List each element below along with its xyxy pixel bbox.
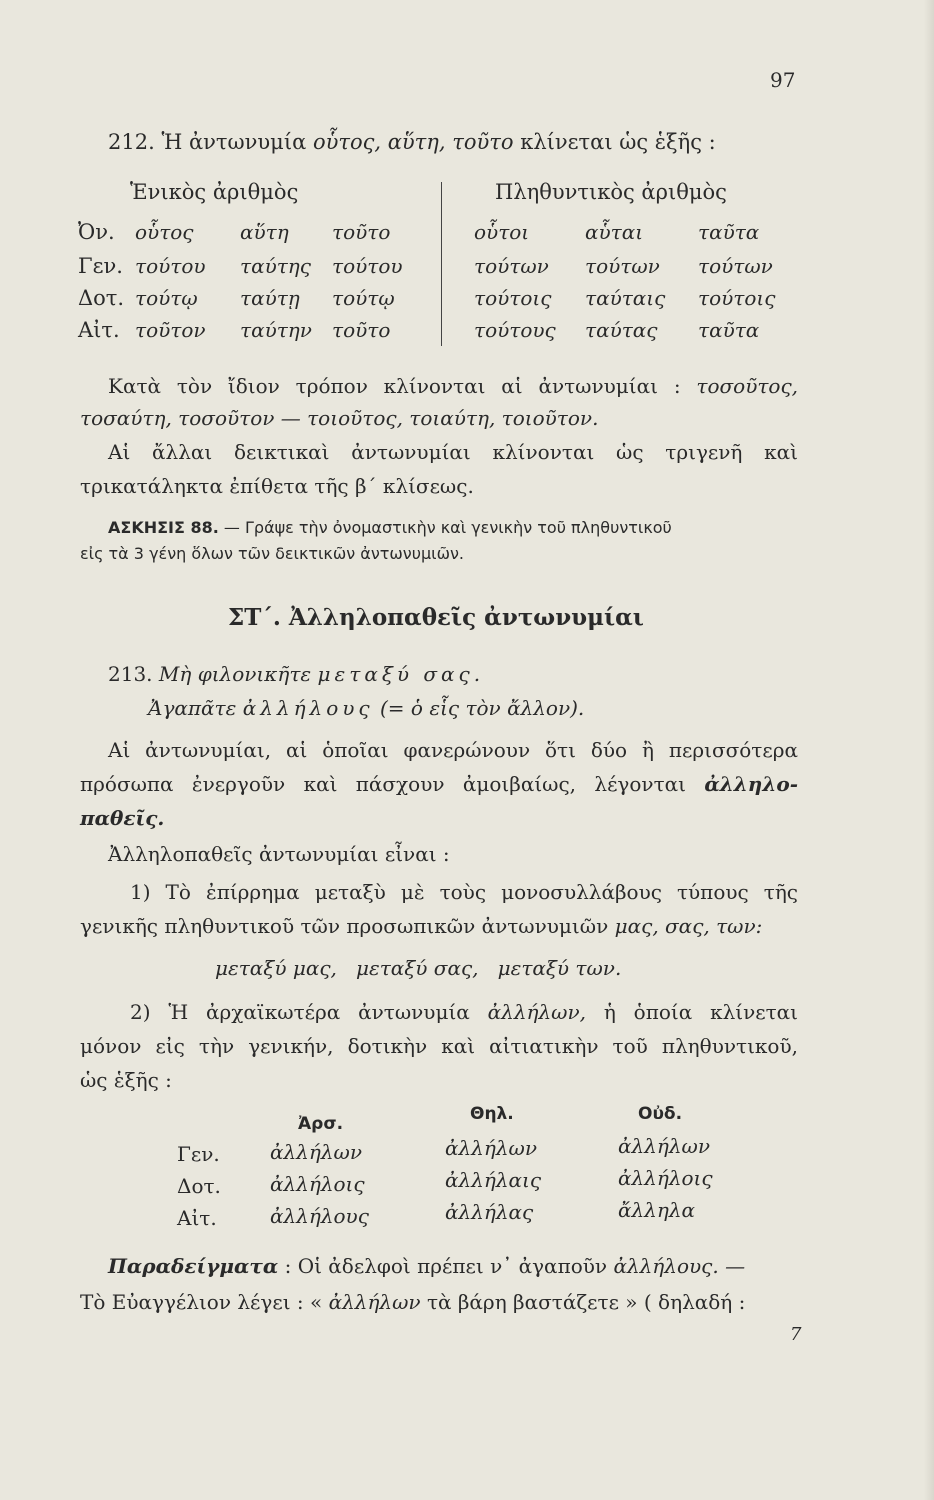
cell: τούτῳ — [332, 286, 395, 310]
section-heading: ΣΤ΄. Ἀλληλοπαθεῖς ἀντωνυμίαι — [228, 604, 644, 631]
case-label: Αἰτ. — [78, 318, 120, 342]
cell: τοῦτον — [135, 318, 206, 342]
item2-italic: ἀλλήλων, — [487, 1000, 586, 1024]
cell: τούτων — [474, 254, 549, 278]
cell: τούτου — [135, 254, 206, 278]
para1-line1 — [108, 374, 798, 398]
cell: ταύτας — [585, 318, 658, 342]
example-text: Μὴ φιλονικῆτε — [158, 662, 312, 686]
item1-text: γενικῆς πληθυντικοῦ τῶν προσωπικῶν ἀντωνυμιῶν — [80, 914, 609, 938]
para1-text: Κατὰ τὸν ἴδιον τρόπον κλίνονται αἱ ἀντωνυμίαι : — [108, 374, 681, 398]
cell: ταύτην — [240, 318, 312, 342]
para2-line1: Αἱ ἄλλαι δεικτικαὶ ἀντωνυμίαι κλίνονται ὡς τριγενῆ καὶ — [108, 440, 798, 464]
cell: αὗται — [585, 220, 644, 244]
section-212-intro — [108, 130, 716, 154]
signature-mark: 7 — [790, 1324, 802, 1345]
intro-text: Ἡ ἀντωνυμία — [161, 130, 307, 154]
item2-text: 2) Ἡ ἀρχαϊκωτέρα ἀντωνυμία — [130, 1000, 470, 1024]
cell: τούτου — [332, 254, 403, 278]
item2-line2: μόνον εἰς τὴν γενικήν, δοτικὴν καὶ αἰτιατικὴν τοῦ πληθυντικοῦ, — [80, 1034, 798, 1058]
para2-line2: τρικατάληκτα ἐπίθετα τῆς β΄ κλίσεως. — [80, 474, 474, 498]
para3-line2 — [80, 772, 798, 796]
col-header: Ἀρσ. — [298, 1114, 344, 1134]
para3-line3: παθεῖς. — [80, 806, 165, 830]
examples-line1 — [108, 1254, 745, 1278]
exercise-label: ΑΣΚΗΣΙΣ 88. — [108, 518, 219, 537]
col-header: Θηλ. — [470, 1104, 514, 1124]
cell: ἀλλήλων — [618, 1134, 710, 1158]
cell: ἀλλήλους — [270, 1204, 369, 1228]
cell: ταύτης — [240, 254, 311, 278]
examples-text: τὰ βάρη βαστάζετε » ( δηλαδή : — [426, 1290, 746, 1314]
cell: ταύτῃ — [240, 286, 300, 310]
cell: ἄλληλα — [618, 1198, 696, 1222]
cell: ἀλλήλαις — [445, 1168, 542, 1192]
cell: τούτοις — [474, 286, 552, 310]
col-header: Οὐδ. — [638, 1104, 683, 1124]
cell: τοῦτο — [332, 318, 391, 342]
case-label: Γεν. — [177, 1142, 220, 1166]
para3-line1: Αἱ ἀντωνυμίαι, αἱ ὁποῖαι φανερώνουν ὅτι δύο ἢ περισσότερα — [108, 738, 798, 762]
page-edge-shadow — [924, 0, 934, 1500]
cell: τούτῳ — [135, 286, 198, 310]
case-label: Δοτ. — [78, 286, 125, 310]
cell: τούτων — [585, 254, 660, 278]
para4: Ἀλληλοπαθεῖς ἀντωνυμίαι εἶναι : — [108, 842, 450, 866]
singular-header: Ἑνικὸς ἀριθμὸς — [130, 180, 299, 204]
cell: τούτους — [474, 318, 556, 342]
intro-tail: κλίνεται ὡς ἑξῆς : — [520, 130, 716, 154]
examples-line2 — [80, 1290, 745, 1314]
para3-bold: ἀλληλο- — [704, 772, 799, 796]
cell: τοῦτο — [332, 220, 391, 244]
case-label: Γεν. — [78, 254, 123, 278]
cell: τούτοις — [698, 286, 776, 310]
section-number: 212. — [108, 130, 155, 154]
examples-label: Παραδείγματα — [108, 1254, 279, 1278]
para3-text: πρόσωπα ἐνεργοῦν καὶ πάσχουν ἀμοιβαίως, λέγονται — [80, 772, 686, 796]
case-label: Ὀν. — [78, 220, 115, 244]
cell: ἀλλήλων — [445, 1136, 537, 1160]
para1-line2: τοσαύτη, τοσοῦτον — τοιοῦτος, τοιαύτη, τοιοῦτον. — [80, 406, 599, 430]
cell: ταύταις — [585, 286, 666, 310]
item1-examples: μεταξύ μας, μεταξύ σας, μεταξύ των. — [215, 956, 622, 980]
example-spaced: μεταξύ σας. — [317, 662, 485, 686]
case-label: Δοτ. — [177, 1174, 221, 1198]
exercise-line2: εἰς τὰ 3 γένη ὅλων τῶν δεικτικῶν ἀντωνυμιῶν. — [80, 544, 464, 563]
cell: ἀλλήλοις — [270, 1172, 365, 1196]
cell: ταῦτα — [698, 318, 760, 342]
examples-italic: ἀλλήλους. — — [613, 1254, 746, 1278]
examples-italic: ἀλλήλων — [328, 1290, 421, 1314]
exercise-text: — Γράψε τὴν ὀνομαστικὴν καὶ γενικὴν τοῦ πληθυντικοῦ — [223, 518, 672, 537]
cell: ἀλλήλων — [270, 1140, 362, 1164]
page-number: 97 — [770, 68, 796, 92]
cell: οὗτος — [135, 220, 194, 244]
cell: ἀλλήλοις — [618, 1166, 713, 1190]
cell: τούτων — [698, 254, 773, 278]
exercise-line1 — [108, 518, 672, 537]
table-divider — [441, 182, 442, 346]
example-spaced: ἀλλήλους — [242, 696, 374, 720]
section-number: 213. — [108, 662, 153, 686]
cell: οὗτοι — [474, 220, 530, 244]
section-213-example1 — [108, 662, 484, 686]
cell: ἀλλήλας — [445, 1200, 534, 1224]
item1-line1: 1) Τὸ ἐπίρρημα μεταξὺ μὲ τοὺς μονοσυλλάβους τύπους τῆς — [130, 880, 798, 904]
cell: αὕτη — [240, 220, 289, 244]
plural-header: Πληθυντικὸς ἀριθμὸς — [495, 180, 727, 204]
para1-italic: τοσοῦτος, — [696, 374, 799, 398]
item1-line2 — [80, 914, 762, 938]
pronoun-forms: οὗτος, αὕτη, τοῦτο — [312, 130, 514, 154]
item2-text: ἡ ὁποία κλίνεται — [603, 1000, 799, 1024]
example-gloss: (= ὁ εἷς τὸν ἄλλον). — [380, 696, 585, 720]
example-text: Ἀγαπᾶτε — [148, 696, 237, 720]
case-label: Αἰτ. — [177, 1206, 217, 1230]
item1-italic: μας, σας, των: — [614, 914, 763, 938]
cell: ταῦτα — [698, 220, 760, 244]
examples-text: : Οἱ ἀδελφοὶ πρέπει ν᾿ ἀγαποῦν — [284, 1254, 608, 1278]
section-213-example2 — [148, 696, 584, 720]
item2-line3: ὡς ἑξῆς : — [80, 1068, 172, 1092]
examples-text: Τὸ Εὐαγγέλιον λέγει : « — [80, 1290, 323, 1314]
item2-line1 — [130, 1000, 798, 1024]
